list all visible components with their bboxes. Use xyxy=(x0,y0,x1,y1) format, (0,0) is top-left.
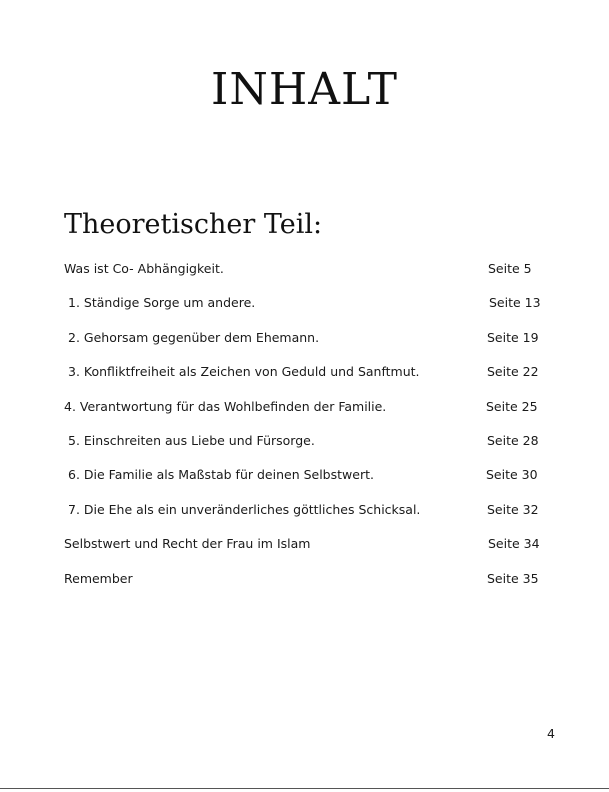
toc-entry-5 xyxy=(0,431,609,451)
toc-entry-3 xyxy=(0,362,609,382)
toc-entry-label: Remember xyxy=(64,571,133,586)
toc-entry-label: 3. Konfliktfreiheit als Zeichen von Geduld und Sanftmut. xyxy=(68,364,420,379)
toc-entry-label: 2. Gehorsam gegenüber dem Ehemann. xyxy=(68,330,320,345)
toc-entry-1 xyxy=(0,293,609,313)
toc-entry-page: Seite 19 xyxy=(487,330,539,345)
toc-entry-6 xyxy=(0,465,609,485)
page-bottom-divider xyxy=(0,788,609,789)
toc-entry-4 xyxy=(0,397,609,417)
section-heading: Theoretischer Teil: xyxy=(64,209,323,240)
page-number: 4 xyxy=(547,726,555,741)
page-title: INHALT xyxy=(210,64,398,115)
toc-entry-page: Seite 28 xyxy=(487,433,539,448)
toc-entry-label: 4. Verantwortung für das Wohlbefinden der Familie. xyxy=(64,399,387,414)
toc-entry-7 xyxy=(0,500,609,520)
toc-entry-2 xyxy=(0,328,609,348)
toc-entry-selbstwert xyxy=(0,534,609,554)
toc-entry-label: 6. Die Familie als Maßstab für deinen Selbstwert. xyxy=(68,467,374,482)
toc-entry-page: Seite 25 xyxy=(486,399,538,414)
toc-entry-page: Seite 5 xyxy=(488,261,532,276)
toc-entry-label: 7. Die Ehe als ein unveränderliches göttliches Schicksal. xyxy=(68,502,421,517)
toc-entry-page: Seite 22 xyxy=(487,364,539,379)
toc-entry-page: Seite 34 xyxy=(488,536,540,551)
toc-entry-label: 1. Ständige Sorge um andere. xyxy=(68,295,256,310)
toc-entry-page: Seite 35 xyxy=(487,571,539,586)
toc-entry-label: 5. Einschreiten aus Liebe und Fürsorge. xyxy=(68,433,315,448)
toc-entry-page: Seite 32 xyxy=(487,502,539,517)
toc-entry-remember xyxy=(0,569,609,589)
toc-entry-co-abhaengigkeit xyxy=(0,259,609,279)
toc-entry-label: Was ist Co- Abhängigkeit. xyxy=(64,261,224,276)
toc-entry-label: Selbstwert und Recht der Frau im Islam xyxy=(64,536,311,551)
toc-entry-page: Seite 30 xyxy=(486,467,538,482)
toc-entry-page: Seite 13 xyxy=(489,295,541,310)
